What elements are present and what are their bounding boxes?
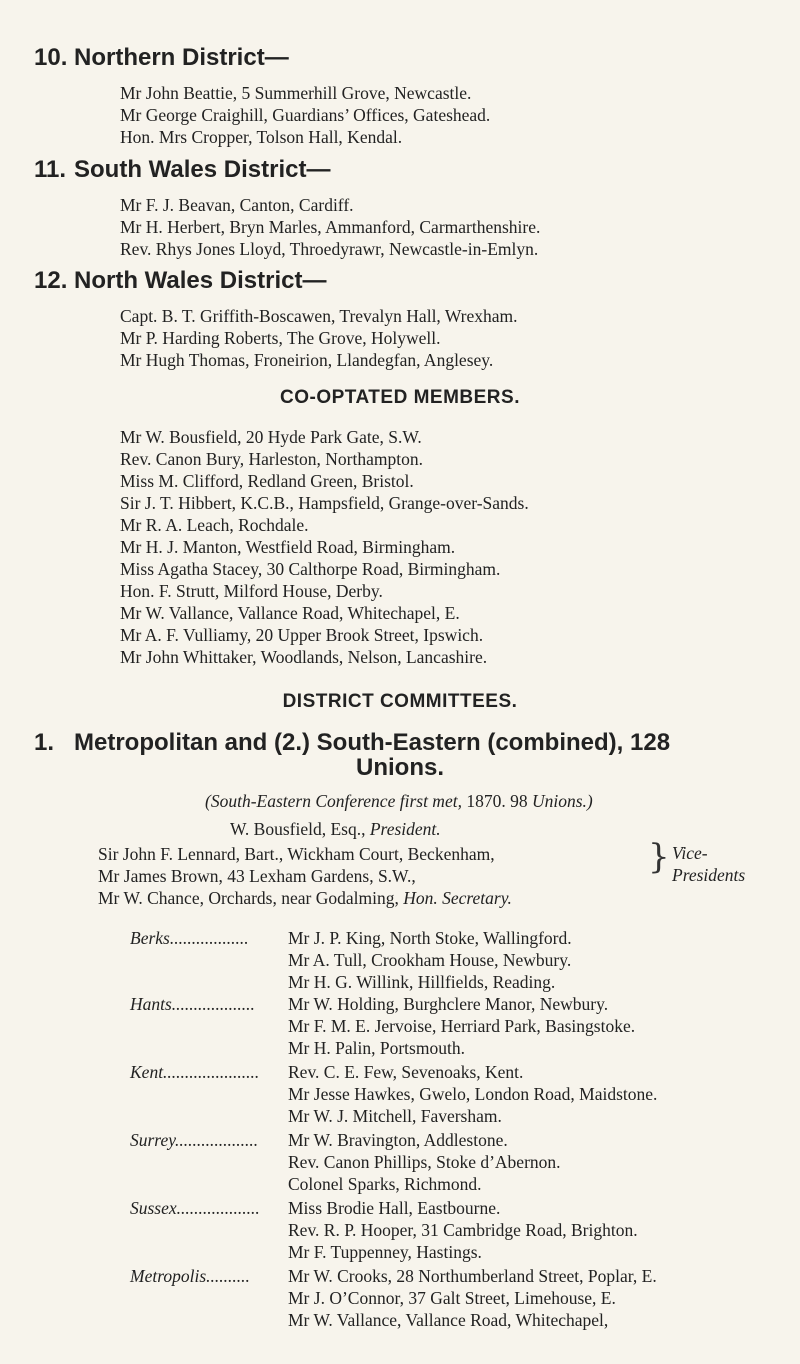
county-member: Mr W. J. Mitchell, Faversham. xyxy=(288,1106,502,1126)
district-committees-heading: DISTRICT COMMITTEES. xyxy=(282,691,518,712)
section-title: Northern District— xyxy=(74,44,289,71)
president-role: President. xyxy=(369,819,441,839)
note-italic: (South-Eastern Conference first met, xyxy=(205,791,462,811)
vice-president-2: Mr James Brown, 43 Lexham Gardens, S.W., xyxy=(98,866,416,886)
county-member: Mr W. Vallance, Vallance Road, Whitechapel, xyxy=(288,1310,609,1330)
county-member: Mr F. Tuppenney, Hastings. xyxy=(288,1242,482,1262)
county-label-hants: Hants................... xyxy=(130,994,255,1014)
county-member: Mr J. P. King, North Stoke, Wallingford. xyxy=(288,928,572,948)
list-item: Sir J. T. Hibbert, K.C.B., Hampsfield, Grange-over-Sands. xyxy=(120,493,529,513)
note-year: 1870. xyxy=(466,791,506,811)
county-member: Mr F. M. E. Jervoise, Herriard Park, Basingstoke. xyxy=(288,1016,636,1036)
brace-icon: } xyxy=(648,837,670,877)
list-item: Mr W. Bousfield, 20 Hyde Park Gate, S.W. xyxy=(120,427,422,447)
list-item: Mr John Beattie, 5 Summerhill Grove, Newcastle. xyxy=(120,83,472,103)
county-label-metropolis: Metropolis.......... xyxy=(130,1266,250,1286)
county-label-sussex: Sussex................... xyxy=(130,1198,260,1218)
list-item: Mr F. J. Beavan, Canton, Cardiff. xyxy=(120,195,354,215)
county-member: Rev. Canon Phillips, Stoke d’Abernon. xyxy=(288,1152,561,1172)
list-item: Mr R. A. Leach, Rochdale. xyxy=(120,515,309,535)
list-item: Rev. Rhys Jones Lloyd, Throedyrawr, Newcastle-in-Emlyn. xyxy=(120,239,539,259)
county-member: Mr W. Bravington, Addlestone. xyxy=(288,1130,508,1150)
list-item: Capt. B. T. Griffith-Boscawen, Trevalyn Hall, Wrexham. xyxy=(120,306,518,326)
list-item: Hon. F. Strutt, Milford House, Derby. xyxy=(120,581,383,601)
list-item: Mr John Whittaker, Woodlands, Nelson, Lancashire. xyxy=(120,647,488,667)
section-heading-12 xyxy=(34,267,326,295)
county-member: Rev. C. E. Few, Sevenoaks, Kent. xyxy=(288,1062,524,1082)
section-title: North Wales District— xyxy=(74,267,327,294)
vice-president-1: Sir John F. Lennard, Bart., Wickham Court, Beckenham, xyxy=(98,844,495,864)
note-unions-number: 98 xyxy=(510,791,528,811)
section-title: Metropolitan and (2.) South-Eastern (combined), 128 xyxy=(74,729,671,756)
county-member: Mr J. O’Connor, 37 Galt Street, Limehouse, E. xyxy=(288,1288,616,1308)
district-heading-1 xyxy=(34,729,670,757)
section-number: 11. xyxy=(34,156,67,183)
list-item: Mr George Craighill, Guardians’ Offices, Gateshead. xyxy=(120,105,491,125)
county-member: Mr H. Palin, Portsmouth. xyxy=(288,1038,465,1058)
list-item: Hon. Mrs Cropper, Tolson Hall, Kendal. xyxy=(120,127,403,147)
list-item: Mr P. Harding Roberts, The Grove, Holywell. xyxy=(120,328,441,348)
county-member: Colonel Sparks, Richmond. xyxy=(288,1174,482,1194)
section-heading-10 xyxy=(34,44,289,72)
list-item: Mr H. Herbert, Bryn Marles, Ammanford, Carmarthenshire. xyxy=(120,217,541,237)
county-member: Mr A. Tull, Crookham House, Newbury. xyxy=(288,950,572,970)
secretary-line xyxy=(98,887,512,909)
president-line xyxy=(230,818,441,840)
list-item: Mr W. Vallance, Vallance Road, Whitechapel, E. xyxy=(120,603,460,623)
section-number: 10. xyxy=(34,44,68,71)
president-name: W. Bousfield, Esq., xyxy=(230,819,366,839)
list-item: Mr H. J. Manton, Westfield Road, Birmingham. xyxy=(120,537,456,557)
list-item: Mr A. F. Vulliamy, 20 Upper Brook Street, Ipswich. xyxy=(120,625,484,645)
note-unions: Unions.) xyxy=(531,791,593,811)
section-heading-11 xyxy=(34,156,330,184)
county-member: Rev. R. P. Hooper, 31 Cambridge Road, Brighton. xyxy=(288,1220,638,1240)
county-label-berks: Berks.................. xyxy=(130,928,249,948)
district-heading-1-cont: Unions. xyxy=(356,754,444,781)
secretary-name: Mr W. Chance, Orchards, near Godalming, xyxy=(98,888,399,908)
founding-note xyxy=(205,790,593,812)
county-label-kent: Kent...................... xyxy=(130,1062,260,1082)
county-member: Mr W. Crooks, 28 Northumberland Street, Poplar, E. xyxy=(288,1266,657,1286)
list-item: Rev. Canon Bury, Harleston, Northampton. xyxy=(120,449,423,469)
section-title: South Wales District— xyxy=(74,156,331,183)
list-item: Miss M. Clifford, Redland Green, Bristol. xyxy=(120,471,414,491)
list-item: Miss Agatha Stacey, 30 Calthorpe Road, Birmingham. xyxy=(120,559,501,579)
coopted-heading: CO-OPTATED MEMBERS. xyxy=(280,387,520,408)
county-member: Miss Brodie Hall, Eastbourne. xyxy=(288,1198,501,1218)
county-member: Mr W. Holding, Burghclere Manor, Newbury. xyxy=(288,994,609,1014)
vice-label-2: Presidents xyxy=(672,865,746,885)
secretary-role: Hon. Secretary. xyxy=(403,888,512,908)
county-label-surrey: Surrey................... xyxy=(130,1130,259,1150)
section-number: 1. xyxy=(34,729,55,756)
list-item: Mr Hugh Thomas, Froneirion, Llandegfan, Anglesey. xyxy=(120,350,494,370)
county-member: Mr H. G. Willink, Hillfields, Reading. xyxy=(288,972,556,992)
vice-label-1: Vice- xyxy=(672,843,708,863)
section-number: 12. xyxy=(34,267,68,294)
county-member: Mr Jesse Hawkes, Gwelo, London Road, Maidstone. xyxy=(288,1084,658,1104)
